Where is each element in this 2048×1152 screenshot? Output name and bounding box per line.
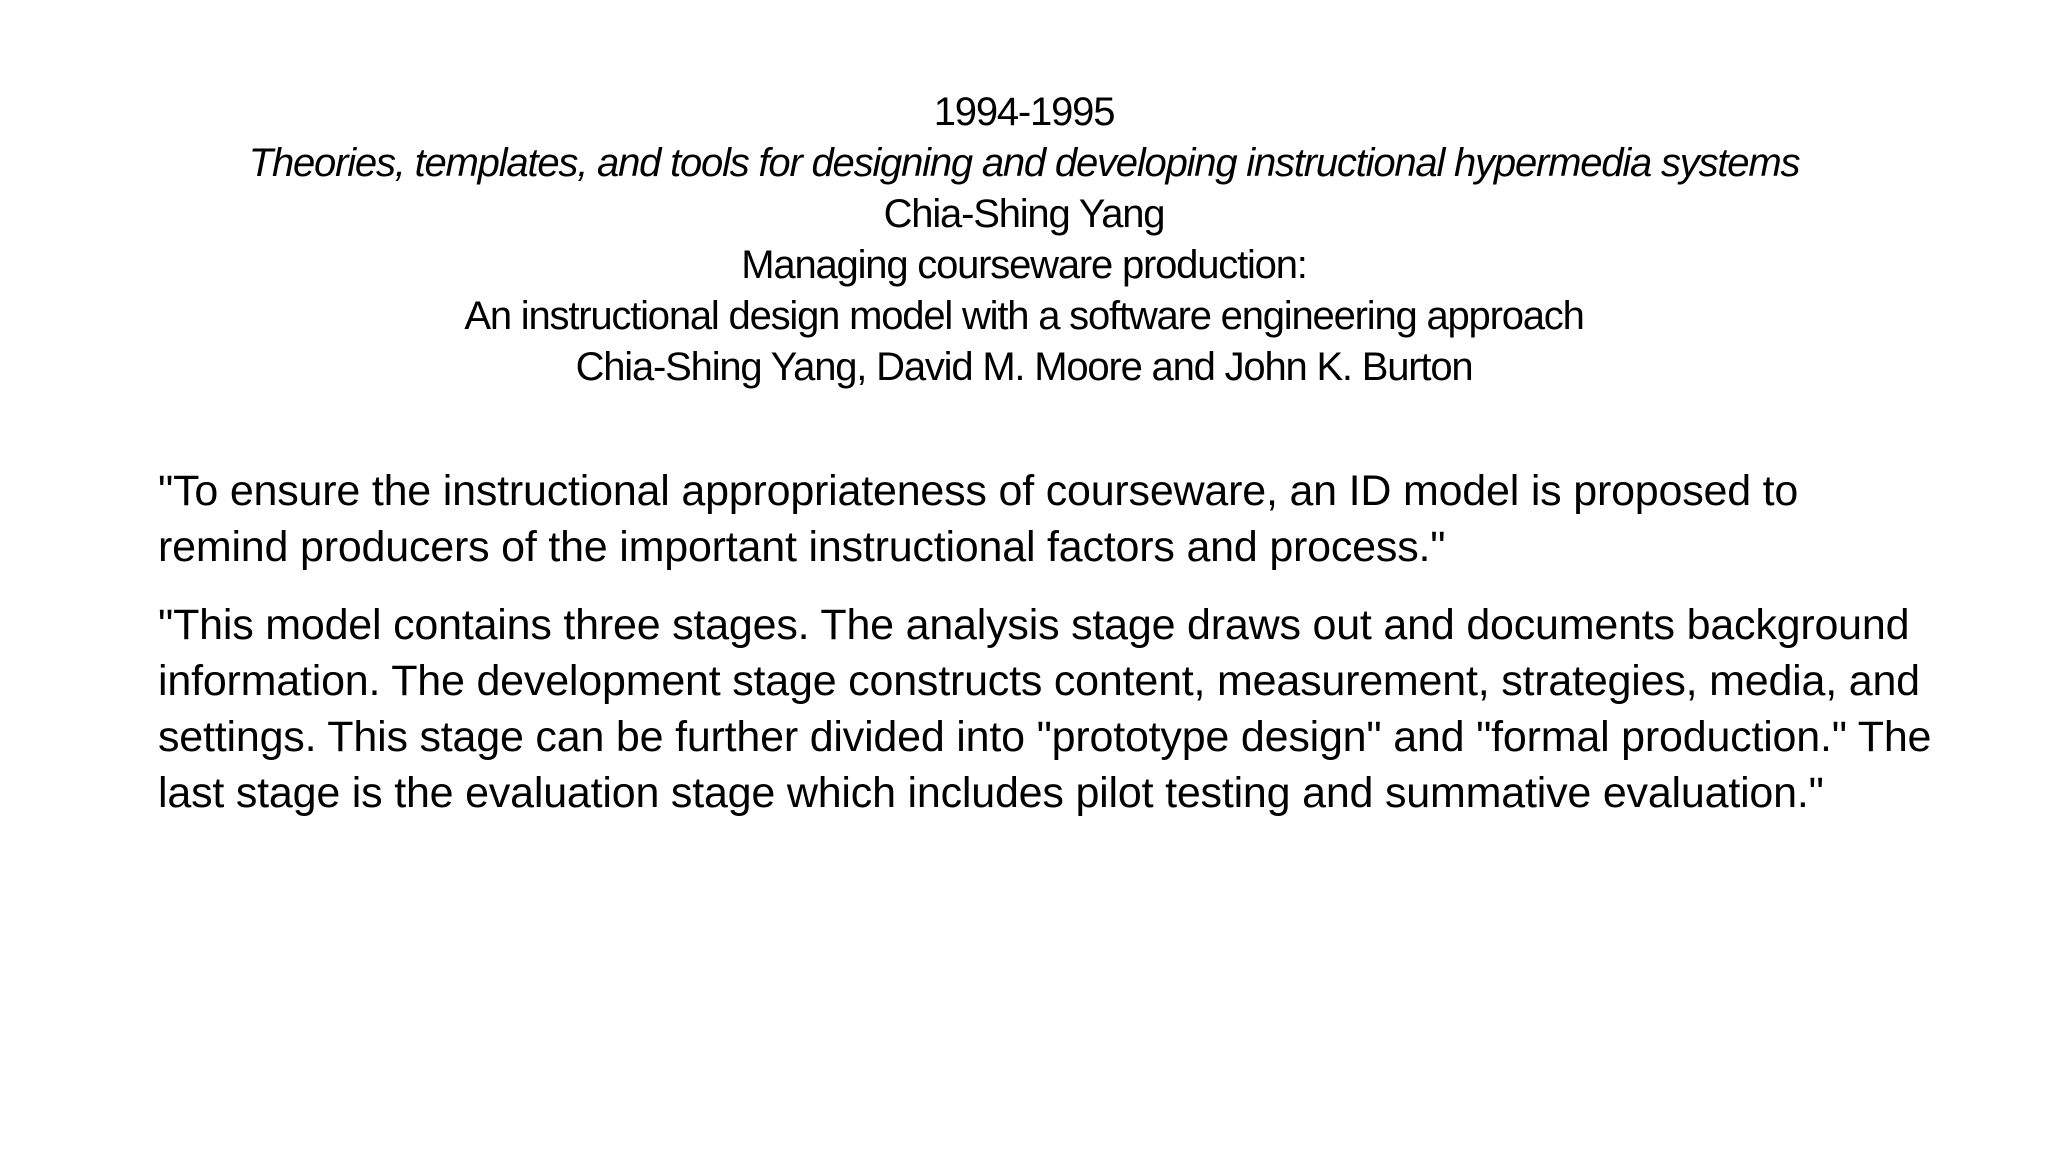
title-article-line-1: Managing courseware production: [741,243,1307,287]
title-years: 1994-1995 [933,90,1115,134]
title-work-italic: Theories, templates, and tools for designing and developing instructional hypermedia systems [248,141,1800,185]
title-article-line-2: An instructional design model with a software engineering approach [464,294,1584,338]
quote-paragraph-1: "To ensure the instructional appropriateness of courseware, an ID model is proposed to remind producers of the important instructional factors and process." [158,467,1799,571]
title-author: Chia-Shing Yang [883,192,1165,236]
title-authors: Chia-Shing Yang, David M. Moore and John K. Burton [575,345,1473,389]
slide-title [60,87,1988,393]
quote-paragraph-2: "This model contains three stages. The analysis stage draws out and documents background information. The development stage constructs content, measurement, strategies, media, and settings. This stage can be further divided into "prototype design" and "formal production." The last stage is the evaluation stage which includes pilot testing and summative evaluation." [158,601,1932,817]
slide-body [158,463,1938,843]
